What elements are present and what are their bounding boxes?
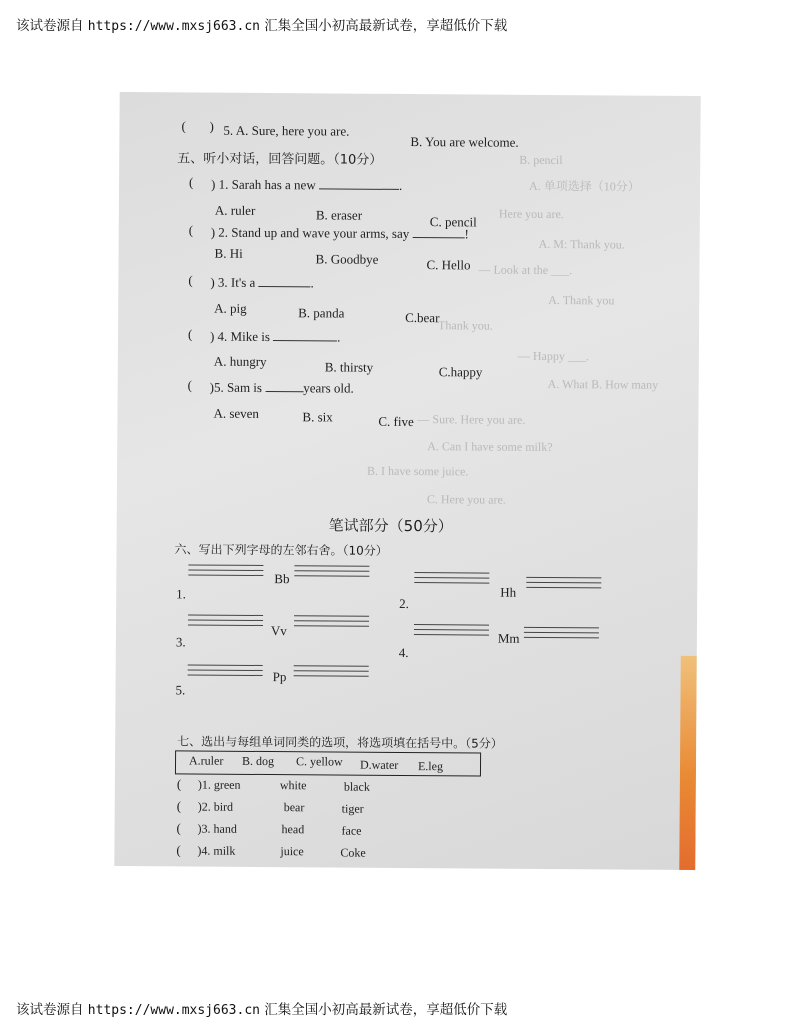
letter-item-number: 3. bbox=[175, 634, 186, 650]
s7-row-word: tiger bbox=[341, 801, 364, 816]
letter-writing-lines[interactable] bbox=[524, 627, 599, 643]
letter-item-number: 5. bbox=[175, 682, 186, 698]
banner-prefix: 该试卷源自 bbox=[16, 18, 84, 34]
letter-item-number: 2. bbox=[399, 595, 409, 612]
letter-prompt: Pp bbox=[272, 669, 287, 685]
fill-blank[interactable] bbox=[259, 276, 311, 287]
q1-option-b: B. eraser bbox=[315, 207, 363, 223]
answer-paren: ( bbox=[188, 272, 193, 288]
answer-paren: ( bbox=[176, 820, 181, 836]
letter-item-number: 1. bbox=[176, 586, 187, 602]
q3-stem: ) 3. It's a . bbox=[210, 274, 314, 291]
q4-stem: ) 4. Mike is . bbox=[209, 328, 341, 345]
letter-writing-lines[interactable] bbox=[414, 624, 489, 640]
answer-paren: ( bbox=[187, 326, 193, 342]
option-b: B. dog bbox=[241, 753, 275, 769]
fill-blank[interactable] bbox=[319, 178, 399, 190]
banner-suffix: 汇集全国小初高最新试卷，享超低价下载 bbox=[264, 18, 508, 34]
prev-item-option-a: 5. A. Sure, here you are. bbox=[223, 122, 350, 139]
letter-prompt: Vv bbox=[270, 623, 287, 639]
bleed-text: A. Thank you bbox=[548, 292, 615, 308]
bleed-text: Here you are. bbox=[498, 206, 564, 222]
s7-row-word: juice bbox=[280, 844, 304, 859]
letter-prompt: Bb bbox=[274, 571, 290, 587]
letter-writing-lines[interactable] bbox=[188, 664, 263, 680]
bleed-text: — Happy ___. bbox=[517, 348, 589, 364]
q2-option-c: C. Hello bbox=[426, 257, 471, 273]
answer-paren: ( bbox=[189, 174, 194, 190]
letter-writing-lines[interactable] bbox=[188, 564, 263, 580]
prev-item-option-b: B. You are welcome. bbox=[410, 134, 519, 150]
q5-option-c: C. five bbox=[378, 413, 414, 430]
q3-option-a: A. pig bbox=[214, 300, 247, 316]
letter-writing-lines[interactable] bbox=[526, 577, 601, 593]
s7-row-word: face bbox=[341, 823, 362, 838]
letter-item-number: 4. bbox=[398, 644, 409, 661]
letter-writing-lines[interactable] bbox=[294, 565, 369, 581]
s7-row-word: head bbox=[281, 822, 305, 837]
section-5-title: 五、听小对话，回答问题。（10分） bbox=[177, 151, 383, 168]
fill-blank[interactable] bbox=[273, 330, 337, 341]
q4-option-c: C.happy bbox=[438, 364, 483, 380]
bleed-text: B. pencil bbox=[519, 152, 563, 168]
banner-url-link[interactable]: https://www.mxsj663.cn bbox=[87, 1003, 260, 1018]
written-part-title: 笔试部分（50分） bbox=[328, 516, 453, 536]
bleed-text: A. What B. How many bbox=[547, 376, 659, 392]
letter-writing-lines[interactable] bbox=[414, 572, 489, 588]
letter-prompt: Hh bbox=[500, 584, 517, 600]
banner-url-link[interactable]: https://www.mxsj663.cn bbox=[87, 19, 260, 34]
paren-open: ( bbox=[181, 118, 186, 134]
s7-row-word: Coke bbox=[340, 845, 366, 860]
answer-paren: ( bbox=[187, 377, 193, 393]
answer-paren: ( bbox=[176, 842, 181, 858]
bleed-text: A. Can I have some milk? bbox=[427, 439, 553, 455]
bleed-text: Thank you. bbox=[438, 318, 493, 333]
s7-row-label: )2. bird bbox=[197, 799, 234, 814]
section-7-title: 七、选出与每组单词同类的选项，将选项填在括号中。（5分） bbox=[177, 734, 503, 751]
q5-option-a: A. seven bbox=[213, 405, 260, 421]
q2-option-b: B. Goodbye bbox=[315, 251, 379, 267]
q4-option-a: A. hungry bbox=[213, 353, 267, 370]
option-e: E.leg bbox=[417, 759, 444, 774]
fill-blank[interactable] bbox=[265, 381, 303, 392]
fill-blank[interactable] bbox=[413, 227, 465, 238]
answer-paren: ( bbox=[176, 798, 182, 814]
q4-option-b: B. thirsty bbox=[324, 359, 374, 375]
bleed-text: B. I have some juice. bbox=[367, 463, 469, 479]
exam-page-photo bbox=[114, 92, 700, 870]
option-d: D.water bbox=[359, 757, 399, 772]
bleed-text: — Look at the ___. bbox=[478, 262, 573, 278]
letter-writing-lines[interactable] bbox=[294, 665, 369, 681]
letter-prompt: Mm bbox=[497, 630, 520, 646]
q1-option-a: A. ruler bbox=[214, 202, 256, 218]
page-edge-stripe bbox=[679, 656, 697, 870]
q2-option-a: B. Hi bbox=[214, 245, 243, 261]
s7-row-word: white bbox=[279, 778, 307, 793]
bleed-text: — Sure. Here you are. bbox=[417, 412, 526, 427]
option-c: C. yellow bbox=[295, 754, 343, 769]
source-banner-top bbox=[16, 14, 776, 34]
q5-option-b: B. six bbox=[302, 409, 333, 425]
s7-row-label: )3. hand bbox=[197, 821, 237, 836]
banner-prefix: 该试卷源自 bbox=[16, 1002, 84, 1018]
bleed-text: A. 单项选择（10分） bbox=[529, 178, 640, 194]
source-banner-bottom bbox=[16, 998, 776, 1018]
s7-row-label: )4. milk bbox=[197, 843, 236, 858]
q2-stem: ) 2. Stand up and wave your arms, say ! bbox=[210, 224, 469, 242]
section-6-title: 六、写出下列字母的左邻右舍。（10分） bbox=[174, 542, 388, 558]
q5-stem: )5. Sam is years old. bbox=[209, 379, 354, 396]
q3-option-c: C.bear bbox=[405, 309, 440, 326]
bleed-text: C. Here you are. bbox=[426, 492, 506, 507]
letter-writing-lines[interactable] bbox=[188, 614, 263, 630]
option-a: A.ruler bbox=[188, 753, 224, 768]
paren-close: ) bbox=[209, 118, 214, 134]
answer-paren: ( bbox=[188, 222, 194, 238]
banner-suffix: 汇集全国小初高最新试卷，享超低价下载 bbox=[264, 1002, 508, 1018]
q1-option-c: C. pencil bbox=[429, 214, 477, 230]
q3-option-b: B. panda bbox=[298, 305, 345, 321]
s7-row-word: black bbox=[343, 779, 370, 794]
q1-stem: ) 1. Sarah has a new . bbox=[211, 176, 403, 193]
answer-paren: ( bbox=[176, 776, 182, 792]
bleed-text: A. M: Thank you. bbox=[538, 236, 625, 252]
s7-row-word: bear bbox=[283, 800, 305, 815]
s7-row-label: )1. green bbox=[197, 777, 241, 792]
letter-writing-lines[interactable] bbox=[294, 615, 369, 631]
